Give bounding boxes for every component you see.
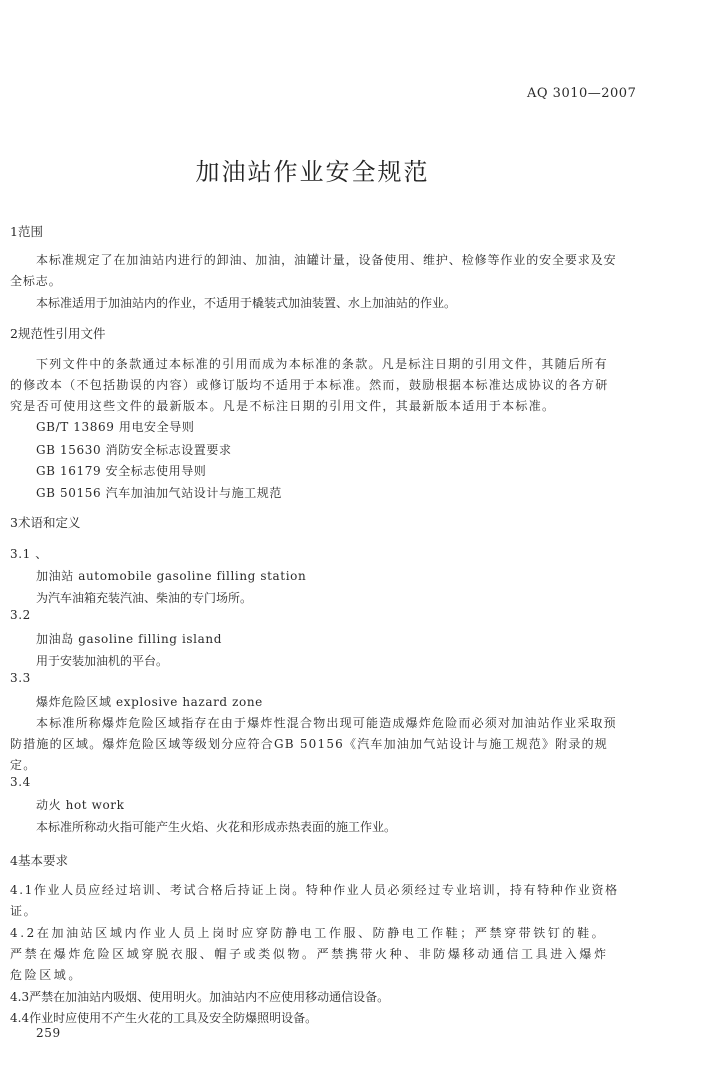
reference-item: GB 16179 安全标志使用导则: [36, 464, 207, 478]
term-number: 3.3: [10, 671, 31, 685]
term-definition: 本标准所称爆炸危险区域指存在由于爆炸性混合物出现可能造成爆炸危险而必须对加油站作业采取预防措施的区域。爆炸危险区域等级划分应符合GB 50156《汽车加油加气站设计与施工规范》附录的规定。: [10, 716, 617, 772]
section-1-paragraph-2: 本标准适用于加油站内的作业，不适用于橇装式加油装置、水上加油站的作业。: [36, 296, 457, 310]
section-1-paragraph-1: 本标准规定了在加油站内进行的卸油、加油，油罐计量，设备使用、维护、检修等作业的安全要求及安全标志。: [10, 253, 617, 288]
term-number: 3.4: [10, 775, 31, 789]
section-4-heading: 4基本要求: [10, 853, 68, 868]
reference-item: GB 15630 消防安全标志设置要求: [36, 443, 232, 457]
term-name: 动火 hot work: [36, 798, 125, 812]
reference-item: GB/T 13869 用电安全导则: [36, 420, 195, 434]
requirement-item: 4.4作业时应使用不产生火花的工具及安全防爆照明设备。: [10, 1011, 318, 1025]
section-3-heading: 3术语和定义: [10, 515, 81, 530]
term-number: 3.1 、: [10, 547, 48, 561]
term-name: 爆炸危险区域 explosive hazard zone: [36, 695, 263, 709]
reference-item: GB 50156 汽车加油加气站设计与施工规范: [36, 486, 283, 500]
term-definition: 本标准所称动火指可能产生火焰、火花和形成赤热表面的施工作业。: [36, 820, 397, 834]
section-2-paragraph-1: 下列文件中的条款通过本标准的引用而成为本标准的条款。凡是标注日期的引用文件，其随后所有的修改本（不包括勘误的内容）或修订版均不适用于本标准。然而，鼓励根据本标准达成协议的各方研究是否可使用这些文件的最新版本。凡是不标注日期的引用文件，其最新版本适用于本标准。: [10, 357, 609, 413]
term-number: 3.2: [10, 608, 31, 622]
term-name: 加油站 automobile gasoline filling station: [36, 569, 307, 583]
section-2-heading: 2规范性引用文件: [10, 326, 106, 341]
term-definition: 为汽车油箱充装汽油、柴油的专门场所。: [36, 591, 253, 605]
term-definition: 用于安装加油机的平台。: [36, 654, 169, 668]
section-1-heading: 1范围: [10, 224, 43, 239]
document-title: 加油站作业安全规范: [195, 158, 430, 186]
requirement-item: 4.2在加油站区域内作业人员上岗时应穿防静电工作服、防静电工作鞋；严禁穿带铁钉的鞋。严禁在爆炸危险区域穿脱衣服、帽子或类似物。严禁携带火种、非防爆移动通信工具进入爆炸危险区域。: [10, 926, 609, 982]
requirement-item: 4.3严禁在加油站内吸烟、使用明火。加油站内不应使用移动通信设备。: [10, 990, 390, 1004]
page-number: 259: [36, 1026, 61, 1040]
requirement-item: 4.1作业人员应经过培训、考试合格后持证上岗。特种作业人员必须经过专业培训，持有特种作业资格证。: [10, 883, 619, 918]
standard-number: AQ 3010—2007: [527, 86, 637, 101]
term-name: 加油岛 gasoline filling island: [36, 632, 222, 646]
